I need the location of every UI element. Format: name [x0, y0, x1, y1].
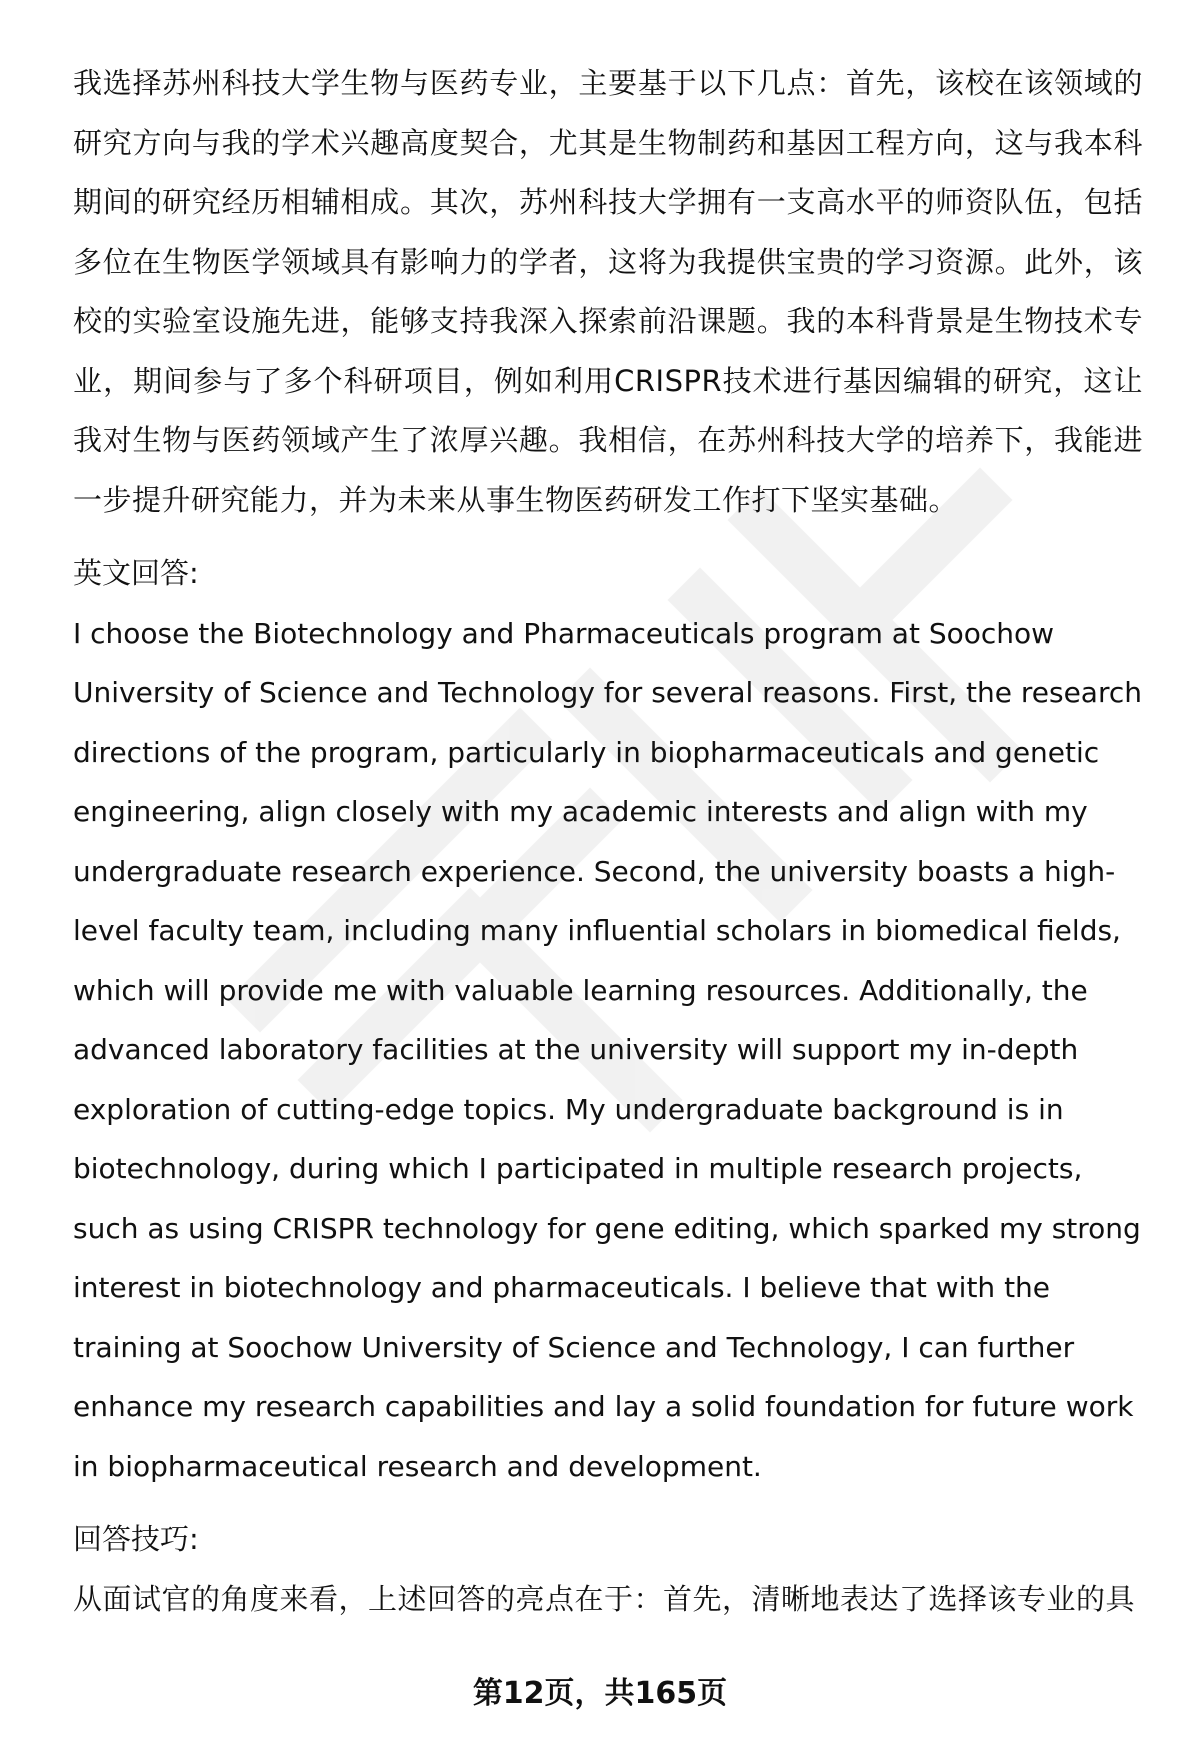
english-answer-label: 英文回答: [73, 556, 199, 590]
page-indicator: 第12页，共165页 [472, 1676, 728, 1711]
tips-paragraph: 从面试官的角度来看，上述回答的亮点在于：首先，清晰地表达了选择该专业的具 [73, 1581, 1136, 1616]
english-answer-paragraph: I choose the Biotechnology and Pharmaceuticals program at Soochow University of Science and Technology for several reasons. First, the research directions of the program, particularly in biopharmaceuticals and genetic engineering, align closely with my academic interests and align with my undergraduate research experience. Second, the university boasts a high-level faculty team, including many influential scholars in biomedical fields, which will provide me with valuable learning resources. Additionally, the advanced laboratory facilities at the university will support my in-depth exploration of cutting-edge topics. My undergraduate background is in biotechnology, during which I participated in multiple research projects, such as using CRISPR technology for gene editing, which sparked my strong interest in biotechnology and pharmaceuticals. I believe that with the training at Soochow University of Science and Technology, I can further enhance my research capabilities and lay a solid foundation for future work in biopharmaceutical research and development. [73, 616, 1143, 1483]
tips-label: 回答技巧: [73, 1522, 199, 1556]
main-content [73, 54, 1143, 1629]
chinese-answer-paragraph: 我选择苏州科技大学生物与医药专业，主要基于以下几点：首先，该校在该领域的研究方向与我的学术兴趣高度契合，尤其是生物制药和基因工程方向，这与我本科期间的研究经历相辅相成。其次，苏州科技大学拥有一支高水平的师资队伍，包括多位在生物医学领域具有影响力的学者，这将为我提供宝贵的学习资源。此外，该校的实验室设施先进，能够支持我深入探索前沿课题。我的本科背景是生物技术专业，期间参与了多个科研项目，例如利用CRISPR技术进行基因编辑的研究，这让我对生物与医药领域产生了浓厚兴趣。我相信，在苏州科技大学的培养下，我能进一步提升研究能力，并为未来从事生物医药研发工作打下坚实基础。 [73, 66, 1143, 517]
